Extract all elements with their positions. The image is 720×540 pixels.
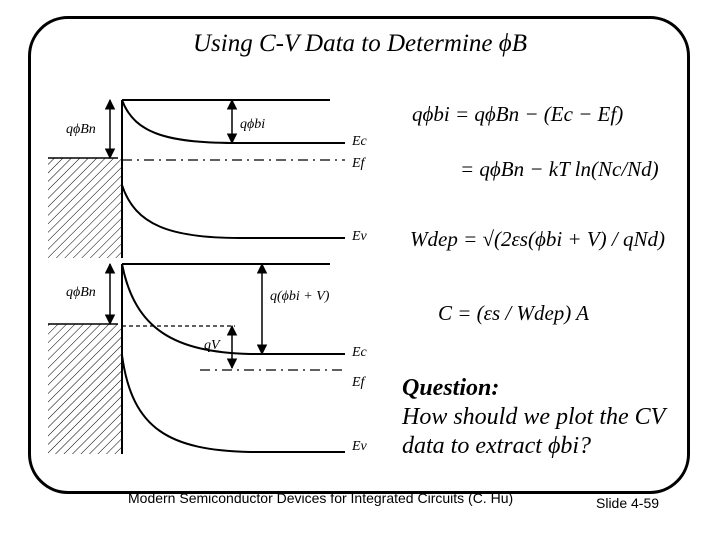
label-Ev-top: Ev [352, 229, 367, 244]
label-Ec-bottom: Ec [352, 345, 367, 360]
label-phiBn-bottom: qϕBn [66, 285, 96, 300]
label-Ev-bottom: Ev [352, 439, 367, 454]
label-Ec-top: Ec [352, 134, 367, 149]
equation-1: qϕbi = qϕBn − (Ec − Ef) [412, 102, 624, 126]
equation-4: C = (εs / Wdep) A [438, 301, 589, 325]
label-Ef-bottom: Ef [352, 375, 365, 390]
label-phibi-top: qϕbi [240, 117, 266, 132]
question-block [402, 374, 702, 461]
question-line-2: How should we plot the CV [402, 404, 666, 430]
label-phibi-V-bottom: q(ϕbi + V) [270, 289, 330, 304]
label-qV-bottom: qV [204, 338, 220, 353]
equation-2: = qϕBn − kT ln(Nc/Nd) [460, 157, 659, 181]
label-Ef-top: Ef [352, 156, 365, 171]
equation-3: Wdep = √(2εs(ϕbi + V) / qNd) [410, 227, 665, 251]
question-heading: Question: [402, 375, 500, 401]
footer-citation: Modern Semiconductor Devices for Integrated Circuits (C. Hu) [128, 490, 514, 506]
slide-number: Slide 4-59 [596, 495, 660, 511]
slide-title: Using C-V Data to Determine ϕB [193, 30, 527, 57]
label-phiBn-top: qϕBn [66, 122, 96, 137]
question-line-3: data to extract ϕbi? [402, 433, 592, 459]
